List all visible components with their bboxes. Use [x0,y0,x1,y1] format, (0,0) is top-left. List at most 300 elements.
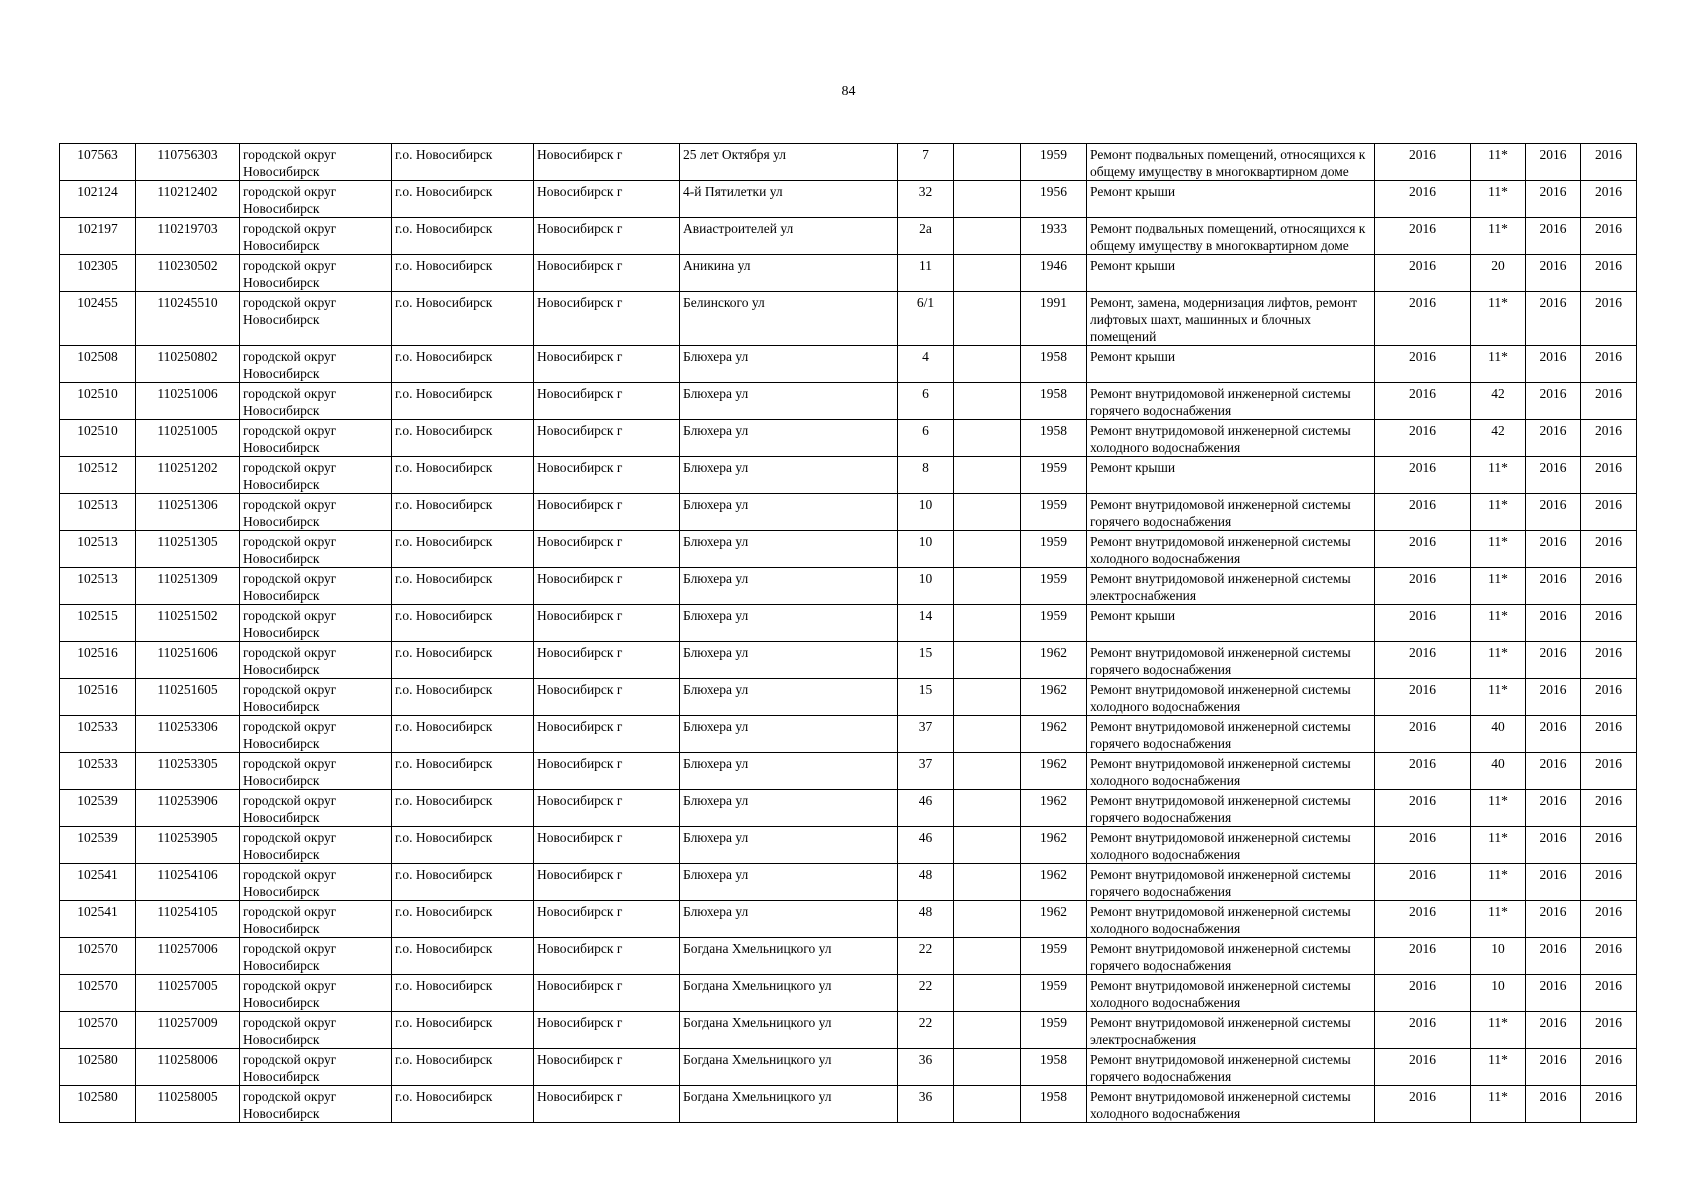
cell-object-code: 110219703 [136,218,240,255]
cell-locality: Новосибирск г [534,679,680,716]
cell-street: 4-й Пятилетки ул [680,181,898,218]
cell-cost: 42 [1471,420,1526,457]
cell-building [954,975,1021,1012]
cell-work-type: Ремонт внутридомовой инженерной системы горячего водоснабжения [1087,494,1375,531]
cell-end-year: 2016 [1581,181,1637,218]
cell-plan-year: 2016 [1375,1049,1471,1086]
cell-house-number: 4 [898,346,954,383]
cell-construction-year: 1962 [1021,901,1087,938]
table-row [60,1086,1637,1123]
cell-end-year: 2016 [1581,975,1637,1012]
cell-end-year: 2016 [1581,901,1637,938]
cell-end-year: 2016 [1581,420,1637,457]
cell-municipality: городской округ Новосибирск [240,605,392,642]
cell-locality: Новосибирск г [534,938,680,975]
cell-end-year: 2016 [1581,531,1637,568]
cell-municipality: городской округ Новосибирск [240,494,392,531]
cell-street: Блюхера ул [680,605,898,642]
table-row [60,679,1637,716]
cell-house-number: 48 [898,901,954,938]
cell-district: г.о. Новосибирск [392,420,534,457]
cell-municipality: городской округ Новосибирск [240,1049,392,1086]
cell-locality: Новосибирск г [534,1086,680,1123]
cell-locality: Новосибирск г [534,181,680,218]
cell-start-year: 2016 [1526,346,1581,383]
cell-house-number: 36 [898,1049,954,1086]
cell-municipality: городской округ Новосибирск [240,255,392,292]
cell-street: Блюхера ул [680,642,898,679]
cell-end-year: 2016 [1581,827,1637,864]
cell-object-code: 110251309 [136,568,240,605]
cell-house-number: 36 [898,1086,954,1123]
cell-plan-year: 2016 [1375,292,1471,346]
cell-work-type: Ремонт внутридомовой инженерной системы электроснабжения [1087,568,1375,605]
cell-building [954,568,1021,605]
cell-record-id: 102513 [60,531,136,568]
cell-plan-year: 2016 [1375,457,1471,494]
cell-municipality: городской округ Новосибирск [240,346,392,383]
table-row [60,144,1637,181]
cell-building [954,457,1021,494]
cell-record-id: 102570 [60,1012,136,1049]
cell-plan-year: 2016 [1375,605,1471,642]
table-row [60,383,1637,420]
cell-record-id: 102515 [60,605,136,642]
cell-district: г.о. Новосибирск [392,292,534,346]
cell-end-year: 2016 [1581,292,1637,346]
cell-record-id: 102539 [60,827,136,864]
cell-street: Блюхера ул [680,790,898,827]
cell-house-number: 32 [898,181,954,218]
cell-end-year: 2016 [1581,568,1637,605]
cell-record-id: 102455 [60,292,136,346]
cell-cost: 11* [1471,1086,1526,1123]
cell-start-year: 2016 [1526,975,1581,1012]
cell-start-year: 2016 [1526,790,1581,827]
cell-record-id: 107563 [60,144,136,181]
cell-building [954,420,1021,457]
cell-object-code: 110251502 [136,605,240,642]
cell-building [954,716,1021,753]
cell-district: г.о. Новосибирск [392,1086,534,1123]
cell-street: Блюхера ул [680,901,898,938]
cell-house-number: 37 [898,716,954,753]
cell-construction-year: 1959 [1021,144,1087,181]
cell-construction-year: 1962 [1021,753,1087,790]
cell-municipality: городской округ Новосибирск [240,716,392,753]
cell-building [954,531,1021,568]
cell-object-code: 110253305 [136,753,240,790]
cell-house-number: 7 [898,144,954,181]
table-row [60,975,1637,1012]
cell-locality: Новосибирск г [534,1012,680,1049]
cell-cost: 40 [1471,716,1526,753]
cell-start-year: 2016 [1526,1012,1581,1049]
cell-cost: 11* [1471,605,1526,642]
cell-work-type: Ремонт внутридомовой инженерной системы холодного водоснабжения [1087,679,1375,716]
cell-cost: 11* [1471,181,1526,218]
cell-plan-year: 2016 [1375,790,1471,827]
table-row [60,753,1637,790]
cell-object-code: 110253905 [136,827,240,864]
cell-house-number: 48 [898,864,954,901]
cell-district: г.о. Новосибирск [392,790,534,827]
cell-start-year: 2016 [1526,181,1581,218]
cell-end-year: 2016 [1581,753,1637,790]
cell-end-year: 2016 [1581,457,1637,494]
cell-district: г.о. Новосибирск [392,827,534,864]
cell-end-year: 2016 [1581,1086,1637,1123]
cell-plan-year: 2016 [1375,1012,1471,1049]
cell-start-year: 2016 [1526,494,1581,531]
cell-start-year: 2016 [1526,827,1581,864]
cell-start-year: 2016 [1526,383,1581,420]
cell-municipality: городской округ Новосибирск [240,901,392,938]
cell-start-year: 2016 [1526,144,1581,181]
cell-work-type: Ремонт внутридомовой инженерной системы холодного водоснабжения [1087,420,1375,457]
cell-building [954,642,1021,679]
cell-cost: 11* [1471,144,1526,181]
cell-work-type: Ремонт внутридомовой инженерной системы холодного водоснабжения [1087,531,1375,568]
table-row [60,531,1637,568]
cell-district: г.о. Новосибирск [392,679,534,716]
cell-start-year: 2016 [1526,864,1581,901]
cell-plan-year: 2016 [1375,753,1471,790]
cell-plan-year: 2016 [1375,346,1471,383]
cell-start-year: 2016 [1526,457,1581,494]
cell-municipality: городской округ Новосибирск [240,181,392,218]
cell-work-type: Ремонт внутридомовой инженерной системы холодного водоснабжения [1087,827,1375,864]
cell-work-type: Ремонт внутридомовой инженерной системы горячего водоснабжения [1087,1049,1375,1086]
table-row [60,292,1637,346]
table-row [60,642,1637,679]
cell-end-year: 2016 [1581,938,1637,975]
cell-end-year: 2016 [1581,605,1637,642]
cell-record-id: 102516 [60,642,136,679]
cell-record-id: 102580 [60,1086,136,1123]
cell-house-number: 6 [898,420,954,457]
cell-street: Богдана Хмельницкого ул [680,1049,898,1086]
cell-work-type: Ремонт внутридомовой инженерной системы горячего водоснабжения [1087,383,1375,420]
table-row [60,716,1637,753]
cell-work-type: Ремонт подвальных помещений, относящихся к общему имуществу в многоквартирном доме [1087,144,1375,181]
cell-house-number: 15 [898,642,954,679]
cell-building [954,255,1021,292]
cell-work-type: Ремонт подвальных помещений, относящихся к общему имуществу в многоквартирном доме [1087,218,1375,255]
cell-cost: 11* [1471,790,1526,827]
cell-cost: 11* [1471,531,1526,568]
cell-locality: Новосибирск г [534,346,680,383]
cell-work-type: Ремонт внутридомовой инженерной системы электроснабжения [1087,1012,1375,1049]
cell-district: г.о. Новосибирск [392,383,534,420]
cell-municipality: городской округ Новосибирск [240,383,392,420]
cell-district: г.о. Новосибирск [392,457,534,494]
cell-cost: 11* [1471,494,1526,531]
cell-object-code: 110258006 [136,1049,240,1086]
cell-object-code: 110253906 [136,790,240,827]
cell-record-id: 102541 [60,864,136,901]
cell-cost: 40 [1471,753,1526,790]
cell-start-year: 2016 [1526,605,1581,642]
cell-work-type: Ремонт внутридомовой инженерной системы горячего водоснабжения [1087,790,1375,827]
cell-house-number: 2а [898,218,954,255]
table-row [60,255,1637,292]
cell-construction-year: 1958 [1021,346,1087,383]
cell-house-number: 46 [898,827,954,864]
cell-municipality: городской округ Новосибирск [240,975,392,1012]
cell-construction-year: 1962 [1021,790,1087,827]
cell-cost: 20 [1471,255,1526,292]
cell-plan-year: 2016 [1375,420,1471,457]
cell-plan-year: 2016 [1375,975,1471,1012]
cell-street: 25 лет Октября ул [680,144,898,181]
cell-plan-year: 2016 [1375,827,1471,864]
cell-object-code: 110251305 [136,531,240,568]
cell-plan-year: 2016 [1375,679,1471,716]
cell-plan-year: 2016 [1375,255,1471,292]
cell-plan-year: 2016 [1375,218,1471,255]
cell-construction-year: 1959 [1021,938,1087,975]
cell-district: г.о. Новосибирск [392,255,534,292]
cell-cost: 11* [1471,346,1526,383]
cell-locality: Новосибирск г [534,642,680,679]
cell-record-id: 102510 [60,383,136,420]
cell-work-type: Ремонт крыши [1087,605,1375,642]
cell-street: Блюхера ул [680,383,898,420]
cell-district: г.о. Новосибирск [392,531,534,568]
cell-locality: Новосибирск г [534,494,680,531]
cell-house-number: 10 [898,494,954,531]
cell-end-year: 2016 [1581,144,1637,181]
cell-locality: Новосибирск г [534,753,680,790]
cell-locality: Новосибирск г [534,218,680,255]
cell-building [954,383,1021,420]
cell-building [954,1012,1021,1049]
cell-work-type: Ремонт крыши [1087,346,1375,383]
cell-construction-year: 1962 [1021,679,1087,716]
cell-cost: 11* [1471,568,1526,605]
cell-construction-year: 1962 [1021,642,1087,679]
cell-district: г.о. Новосибирск [392,346,534,383]
cell-locality: Новосибирск г [534,420,680,457]
cell-work-type: Ремонт внутридомовой инженерной системы горячего водоснабжения [1087,716,1375,753]
cell-district: г.о. Новосибирск [392,144,534,181]
cell-plan-year: 2016 [1375,181,1471,218]
cell-construction-year: 1933 [1021,218,1087,255]
cell-building [954,1049,1021,1086]
cell-building [954,679,1021,716]
cell-street: Блюхера ул [680,420,898,457]
cell-construction-year: 1958 [1021,1086,1087,1123]
cell-object-code: 110245510 [136,292,240,346]
cell-record-id: 102510 [60,420,136,457]
cell-house-number: 14 [898,605,954,642]
cell-construction-year: 1991 [1021,292,1087,346]
cell-house-number: 10 [898,568,954,605]
cell-construction-year: 1946 [1021,255,1087,292]
cell-district: г.о. Новосибирск [392,1049,534,1086]
cell-house-number: 8 [898,457,954,494]
cell-plan-year: 2016 [1375,494,1471,531]
cell-construction-year: 1959 [1021,457,1087,494]
cell-building [954,1086,1021,1123]
cell-locality: Новосибирск г [534,827,680,864]
cell-record-id: 102513 [60,494,136,531]
cell-construction-year: 1962 [1021,827,1087,864]
cell-municipality: городской округ Новосибирск [240,568,392,605]
cell-cost: 11* [1471,679,1526,716]
cell-work-type: Ремонт внутридомовой инженерной системы холодного водоснабжения [1087,1086,1375,1123]
cell-building [954,494,1021,531]
cell-district: г.о. Новосибирск [392,642,534,679]
cell-district: г.о. Новосибирск [392,218,534,255]
cell-construction-year: 1956 [1021,181,1087,218]
cell-house-number: 15 [898,679,954,716]
registry-table [59,143,1637,1123]
cell-record-id: 102124 [60,181,136,218]
cell-record-id: 102513 [60,568,136,605]
cell-municipality: городской округ Новосибирск [240,790,392,827]
cell-building [954,292,1021,346]
cell-building [954,938,1021,975]
cell-start-year: 2016 [1526,568,1581,605]
cell-locality: Новосибирск г [534,144,680,181]
cell-object-code: 110251202 [136,457,240,494]
cell-district: г.о. Новосибирск [392,716,534,753]
cell-start-year: 2016 [1526,420,1581,457]
table-row [60,420,1637,457]
cell-municipality: городской округ Новосибирск [240,144,392,181]
cell-plan-year: 2016 [1375,642,1471,679]
cell-house-number: 46 [898,790,954,827]
cell-construction-year: 1958 [1021,383,1087,420]
cell-work-type: Ремонт внутридомовой инженерной системы холодного водоснабжения [1087,901,1375,938]
page-number: 84 [841,84,856,99]
cell-work-type: Ремонт внутридомовой инженерной системы холодного водоснабжения [1087,753,1375,790]
cell-building [954,827,1021,864]
cell-locality: Новосибирск г [534,901,680,938]
cell-municipality: городской округ Новосибирск [240,420,392,457]
cell-start-year: 2016 [1526,901,1581,938]
table-row [60,901,1637,938]
cell-district: г.о. Новосибирск [392,1012,534,1049]
cell-object-code: 110257005 [136,975,240,1012]
cell-street: Богдана Хмельницкого ул [680,975,898,1012]
cell-object-code: 110251306 [136,494,240,531]
cell-street: Богдана Хмельницкого ул [680,938,898,975]
cell-district: г.о. Новосибирск [392,975,534,1012]
cell-district: г.о. Новосибирск [392,864,534,901]
cell-street: Авиастроителей ул [680,218,898,255]
cell-start-year: 2016 [1526,292,1581,346]
cell-plan-year: 2016 [1375,383,1471,420]
cell-street: Блюхера ул [680,457,898,494]
cell-house-number: 22 [898,975,954,1012]
cell-cost: 10 [1471,975,1526,1012]
cell-start-year: 2016 [1526,716,1581,753]
table-row [60,457,1637,494]
cell-locality: Новосибирск г [534,568,680,605]
cell-record-id: 102580 [60,1049,136,1086]
table-row [60,1049,1637,1086]
cell-end-year: 2016 [1581,494,1637,531]
cell-municipality: городской округ Новосибирск [240,864,392,901]
cell-construction-year: 1959 [1021,605,1087,642]
cell-construction-year: 1959 [1021,494,1087,531]
cell-object-code: 110251005 [136,420,240,457]
cell-plan-year: 2016 [1375,901,1471,938]
cell-start-year: 2016 [1526,753,1581,790]
cell-building [954,790,1021,827]
cell-work-type: Ремонт, замена, модернизация лифтов, ремонт лифтовых шахт, машинных и блочных помещений [1087,292,1375,346]
cell-start-year: 2016 [1526,642,1581,679]
cell-end-year: 2016 [1581,716,1637,753]
cell-end-year: 2016 [1581,1012,1637,1049]
registry-body [60,144,1637,1123]
cell-district: г.о. Новосибирск [392,938,534,975]
cell-cost: 11* [1471,642,1526,679]
cell-building [954,864,1021,901]
cell-end-year: 2016 [1581,864,1637,901]
cell-house-number: 22 [898,1012,954,1049]
cell-building [954,218,1021,255]
cell-street: Блюхера ул [680,679,898,716]
cell-house-number: 37 [898,753,954,790]
cell-start-year: 2016 [1526,255,1581,292]
cell-house-number: 6 [898,383,954,420]
cell-record-id: 102516 [60,679,136,716]
cell-building [954,605,1021,642]
cell-object-code: 110253306 [136,716,240,753]
table-row [60,864,1637,901]
table-row [60,494,1637,531]
cell-locality: Новосибирск г [534,605,680,642]
cell-municipality: городской округ Новосибирск [240,827,392,864]
cell-plan-year: 2016 [1375,144,1471,181]
cell-cost: 42 [1471,383,1526,420]
cell-street: Аникина ул [680,255,898,292]
cell-start-year: 2016 [1526,938,1581,975]
cell-work-type: Ремонт крыши [1087,255,1375,292]
cell-object-code: 110230502 [136,255,240,292]
table-row [60,218,1637,255]
cell-building [954,144,1021,181]
cell-object-code: 110257009 [136,1012,240,1049]
cell-work-type: Ремонт внутридомовой инженерной системы горячего водоснабжения [1087,864,1375,901]
cell-locality: Новосибирск г [534,292,680,346]
cell-end-year: 2016 [1581,642,1637,679]
cell-object-code: 110212402 [136,181,240,218]
table-row [60,1012,1637,1049]
cell-end-year: 2016 [1581,1049,1637,1086]
cell-house-number: 6/1 [898,292,954,346]
cell-record-id: 102197 [60,218,136,255]
cell-locality: Новосибирск г [534,864,680,901]
cell-end-year: 2016 [1581,383,1637,420]
cell-record-id: 102541 [60,901,136,938]
cell-construction-year: 1959 [1021,568,1087,605]
cell-locality: Новосибирск г [534,255,680,292]
cell-record-id: 102570 [60,938,136,975]
cell-record-id: 102512 [60,457,136,494]
cell-street: Блюхера ул [680,716,898,753]
cell-end-year: 2016 [1581,255,1637,292]
cell-building [954,753,1021,790]
cell-start-year: 2016 [1526,1086,1581,1123]
cell-object-code: 110254105 [136,901,240,938]
cell-work-type: Ремонт внутридомовой инженерной системы горячего водоснабжения [1087,642,1375,679]
cell-object-code: 110257006 [136,938,240,975]
